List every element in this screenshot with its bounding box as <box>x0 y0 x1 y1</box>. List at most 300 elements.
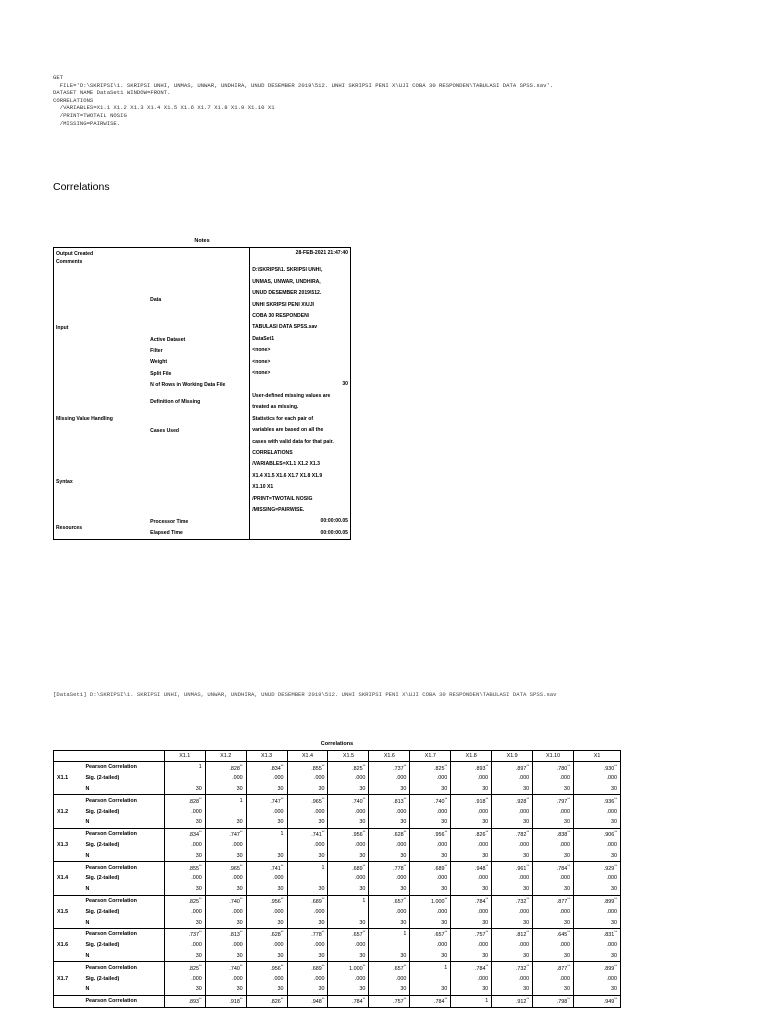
significance-marker: ** <box>198 897 202 902</box>
cell-value: .000 <box>436 875 448 882</box>
cell-value: .000 <box>518 875 530 882</box>
cell-value: .000 <box>354 808 366 815</box>
syntax-line: /MISSING=PAIRWISE. <box>53 119 121 127</box>
cell-value: .000 <box>313 841 325 848</box>
significance-marker: ** <box>403 897 407 902</box>
table-cell <box>328 784 369 795</box>
cases-used-label: Cases Used <box>150 427 180 434</box>
table-cell <box>533 873 574 884</box>
cell-value: 1 <box>403 931 407 938</box>
cell-value: .000 <box>313 908 325 915</box>
table-cell <box>451 917 492 928</box>
table-cell <box>205 906 246 917</box>
cell-value: 30 <box>236 819 243 826</box>
significance-marker: ** <box>321 997 325 1002</box>
row-variable-label: X1.3 <box>54 840 83 851</box>
data-value-line: UNUD DESEMBER 2019\512. <box>252 290 322 297</box>
table-cell <box>533 940 574 951</box>
table-cell <box>246 995 287 1007</box>
column-header: X1.5 <box>328 751 369 762</box>
cell-value: 30 <box>277 852 284 859</box>
cell-value: .000 <box>273 808 284 815</box>
significance-marker: ** <box>526 830 530 835</box>
table-cell <box>328 850 369 861</box>
table-cell <box>492 962 533 973</box>
syntax-value-line: /PRINT=TWOTAIL NOSIG <box>252 495 313 502</box>
statistic-label: Pearson Correlation <box>82 762 164 773</box>
cell-value: .000 <box>606 841 617 848</box>
table-cell <box>246 962 287 973</box>
table-cell <box>410 784 451 795</box>
cell-value: 30 <box>611 785 617 792</box>
significance-marker: ** <box>280 997 284 1002</box>
cell-value: .000 <box>518 908 530 915</box>
table-cell <box>492 840 533 851</box>
column-header: X1.1 <box>164 751 205 762</box>
table-cell <box>369 928 410 939</box>
significance-marker: ** <box>239 963 243 968</box>
table-row <box>54 840 621 851</box>
weight-value: <none> <box>250 357 351 368</box>
statistic-label: Sig. (2-tailed) <box>82 806 164 817</box>
table-cell <box>369 784 410 795</box>
data-value-line: UNMAS, UNWAR, UNDHIRA, <box>252 278 321 285</box>
table-cell <box>410 850 451 861</box>
cell-value: .000 <box>313 942 325 949</box>
table-cell <box>451 828 492 839</box>
cell-value: .813 <box>393 798 404 805</box>
table-cell <box>205 873 246 884</box>
cell-value: .000 <box>559 975 571 982</box>
significance-marker: ** <box>239 830 243 835</box>
cell-value: .737 <box>188 932 199 939</box>
table-cell <box>287 762 328 773</box>
cell-value: 30 <box>318 819 325 826</box>
cell-value: .834 <box>270 765 281 772</box>
syntax-value-line: X1.10 X1 <box>252 484 274 491</box>
table-cell <box>205 850 246 861</box>
table-cell <box>533 995 574 1007</box>
cell-value: .000 <box>232 942 243 949</box>
output-created-label: Output Created <box>56 250 94 257</box>
significance-marker: ** <box>485 963 489 968</box>
statistic-label: Pearson Correlation <box>82 962 164 973</box>
cell-value: .000 <box>232 775 243 782</box>
cell-value: .948 <box>474 865 486 872</box>
table-cell <box>369 862 410 873</box>
table-cell <box>246 928 287 939</box>
table-cell <box>328 984 369 995</box>
cell-value: 30 <box>523 986 530 993</box>
significance-marker: ** <box>526 763 530 768</box>
cell-value: 30 <box>318 919 325 926</box>
significance-marker: ** <box>280 930 284 935</box>
table-cell <box>205 917 246 928</box>
cell-value: 30 <box>400 886 407 893</box>
significance-marker: ** <box>526 930 530 935</box>
table-cell <box>246 806 287 817</box>
table-cell <box>246 984 287 995</box>
cell-value: .000 <box>191 975 202 982</box>
cell-value: 30 <box>611 819 617 826</box>
table-cell <box>492 995 533 1007</box>
table-cell <box>246 884 287 895</box>
syntax-line: CORRELATIONS <box>53 96 94 104</box>
statistic-label: Pearson Correlation <box>82 895 164 906</box>
cell-value: .000 <box>477 841 489 848</box>
definition-value <box>250 391 351 414</box>
cell-value: .000 <box>559 775 571 782</box>
processor-time-value: 00:00:00.05 <box>250 516 351 527</box>
cell-value: .000 <box>354 841 366 848</box>
table-cell <box>533 928 574 939</box>
significance-marker: ** <box>444 796 448 801</box>
cell-value: .000 <box>395 841 407 848</box>
cell-value: 30 <box>611 886 617 893</box>
significance-marker: ** <box>614 930 617 935</box>
cell-value: 30 <box>441 986 448 993</box>
significance-marker: ** <box>485 830 489 835</box>
table-cell <box>492 784 533 795</box>
table-cell <box>205 928 246 939</box>
cell-value: 30 <box>564 819 571 826</box>
table-cell <box>533 973 574 984</box>
column-header: X1.2 <box>205 751 246 762</box>
cell-value: .000 <box>559 908 571 915</box>
cell-value: .000 <box>606 975 617 982</box>
cell-value: .689 <box>352 865 363 872</box>
table-cell <box>410 940 451 951</box>
row-variable-label <box>54 962 83 973</box>
cell-value: 30 <box>482 785 489 792</box>
cell-value: .657 <box>434 932 445 939</box>
cell-value: .784 <box>556 865 568 872</box>
table-cell <box>328 906 369 917</box>
cell-value: .000 <box>273 975 284 982</box>
cell-value: .000 <box>273 875 284 882</box>
cell-value: .956 <box>352 832 363 839</box>
cell-value: 30 <box>523 819 530 826</box>
table-cell <box>287 895 328 906</box>
cell-value: .657 <box>393 898 404 905</box>
table-cell <box>164 895 205 906</box>
significance-marker: ** <box>321 930 325 935</box>
active-dataset-value: DataSet1 <box>250 334 351 345</box>
cell-value: .000 <box>606 942 617 949</box>
cell-value: .928 <box>515 798 527 805</box>
data-label: Data <box>150 296 162 303</box>
correlations-table <box>53 750 621 1008</box>
table-row <box>54 828 621 839</box>
table-cell <box>205 973 246 984</box>
cell-value: 30 <box>236 785 243 792</box>
cell-value: 30 <box>195 819 202 826</box>
resources-label: Resources <box>56 524 83 531</box>
table-cell <box>287 828 328 839</box>
table-cell <box>369 917 410 928</box>
correlations-title: Correlations <box>320 741 354 747</box>
notes-table <box>53 247 351 540</box>
table-row <box>54 762 621 773</box>
cell-value: .000 <box>477 942 489 949</box>
table-cell <box>492 862 533 873</box>
cell-value: 30 <box>482 986 489 993</box>
cell-value: .000 <box>559 808 571 815</box>
significance-marker: ** <box>614 897 617 902</box>
table-cell <box>533 906 574 917</box>
cell-value: .961 <box>515 865 527 872</box>
table-cell <box>287 795 328 806</box>
row-variable-label: X1.5 <box>54 906 83 917</box>
cell-value: .000 <box>232 908 243 915</box>
cell-value: 30 <box>318 785 325 792</box>
table-cell <box>492 795 533 806</box>
cell-value: 30 <box>441 852 448 859</box>
table-cell <box>328 895 369 906</box>
cell-value: .000 <box>436 908 448 915</box>
table-cell <box>287 784 328 795</box>
cell-value: .000 <box>313 775 325 782</box>
table-cell <box>574 984 621 995</box>
cases-used-line: Statistics for each pair of <box>252 415 314 422</box>
table-cell <box>328 862 369 873</box>
table-row <box>54 928 621 939</box>
statistic-label: N <box>82 917 164 928</box>
cell-value: 30 <box>400 919 407 926</box>
cell-value: .782 <box>515 832 527 839</box>
cell-value: 30 <box>236 986 243 993</box>
cell-value: 30 <box>482 886 489 893</box>
cell-value: 30 <box>482 952 489 959</box>
table-cell <box>533 984 574 995</box>
cell-value: .000 <box>273 942 284 949</box>
cell-value: 30 <box>318 852 325 859</box>
cell-value: .000 <box>606 808 617 815</box>
table-cell <box>205 995 246 1007</box>
cell-value: 1 <box>444 964 448 971</box>
significance-marker: ** <box>280 796 284 801</box>
table-cell <box>205 862 246 873</box>
significance-marker: ** <box>567 963 571 968</box>
table-cell <box>574 884 621 895</box>
cell-value: .000 <box>477 975 489 982</box>
significance-marker: ** <box>321 796 325 801</box>
table-cell <box>205 962 246 973</box>
n-rows-label: N of Rows in Working Data File <box>150 382 226 389</box>
significance-marker: ** <box>362 863 366 868</box>
table-cell <box>574 928 621 939</box>
cell-value: .000 <box>606 875 617 882</box>
cell-value: 30 <box>277 986 284 993</box>
cell-value: .000 <box>436 775 448 782</box>
cell-value: .740 <box>229 965 240 972</box>
table-cell <box>164 884 205 895</box>
cell-value: .000 <box>395 775 407 782</box>
definition-value-line: User-defined missing values are <box>252 392 331 399</box>
cell-value: .828 <box>188 798 199 805</box>
row-variable-label: X1.7 <box>54 973 83 984</box>
table-cell <box>533 762 574 773</box>
cell-value: .000 <box>191 875 202 882</box>
table-cell <box>246 906 287 917</box>
table-cell <box>574 828 621 839</box>
cell-value: .737 <box>393 765 404 772</box>
table-cell <box>533 795 574 806</box>
significance-marker: ** <box>362 763 366 768</box>
table-cell <box>369 962 410 973</box>
significance-marker: ** <box>444 863 448 868</box>
cell-value: 30 <box>359 986 366 993</box>
table-cell <box>369 828 410 839</box>
significance-marker: ** <box>403 830 407 835</box>
table-cell <box>205 806 246 817</box>
column-header: X1.3 <box>246 751 287 762</box>
table-cell <box>246 850 287 861</box>
cell-value: 30 <box>359 785 366 792</box>
cell-value: .855 <box>311 765 322 772</box>
table-cell <box>574 840 621 851</box>
table-cell <box>246 973 287 984</box>
table-cell <box>287 906 328 917</box>
row-variable-label: X1.2 <box>54 806 83 817</box>
row-variable-label <box>54 995 83 1007</box>
statistic-label: Sig. (2-tailed) <box>82 906 164 917</box>
table-cell <box>410 917 451 928</box>
cell-value: 30 <box>611 952 617 959</box>
cell-value: .798 <box>556 999 568 1006</box>
cell-value: .828 <box>229 765 240 772</box>
table-cell <box>533 817 574 828</box>
cell-value: 30 <box>523 785 530 792</box>
table-cell <box>205 784 246 795</box>
cell-value: .000 <box>191 908 202 915</box>
cell-value: .000 <box>477 775 489 782</box>
table-cell <box>164 984 205 995</box>
cell-value: 30 <box>523 852 530 859</box>
table-cell <box>328 951 369 962</box>
table-cell <box>205 817 246 828</box>
cell-value: .657 <box>352 932 363 939</box>
row-variable-label: X1.4 <box>54 873 83 884</box>
table-cell <box>574 917 621 928</box>
cell-value: 30 <box>441 819 448 826</box>
table-cell <box>574 995 621 1007</box>
significance-marker: ** <box>239 763 243 768</box>
cell-value: .906 <box>603 832 615 839</box>
table-cell <box>287 873 328 884</box>
table-cell <box>328 773 369 784</box>
row-variable-label <box>54 784 83 795</box>
table-cell <box>410 873 451 884</box>
table-cell <box>451 951 492 962</box>
significance-marker: ** <box>526 863 530 868</box>
table-cell <box>246 951 287 962</box>
row-variable-label <box>54 862 83 873</box>
cell-value: .000 <box>354 942 366 949</box>
table-cell <box>287 995 328 1007</box>
statistic-label: Pearson Correlation <box>82 795 164 806</box>
significance-marker: ** <box>280 897 284 902</box>
table-cell <box>164 773 205 784</box>
table-cell <box>205 951 246 962</box>
cell-value: .740 <box>434 798 445 805</box>
table-cell <box>533 806 574 817</box>
table-cell <box>451 962 492 973</box>
cell-value: 1.000 <box>349 965 363 972</box>
cell-value: .000 <box>313 808 325 815</box>
statistic-label: Sig. (2-tailed) <box>82 840 164 851</box>
table-cell <box>287 951 328 962</box>
split-file-label: Split File <box>150 370 172 377</box>
table-cell <box>410 951 451 962</box>
table-cell <box>533 962 574 973</box>
cell-value: 30 <box>359 886 366 893</box>
cell-value: .000 <box>436 942 448 949</box>
table-cell <box>492 806 533 817</box>
cases-used-line: cases with valid data for that pair. <box>252 438 334 445</box>
statistic-label: Sig. (2-tailed) <box>82 873 164 884</box>
table-cell <box>328 828 369 839</box>
table-cell <box>574 962 621 973</box>
table-cell <box>246 873 287 884</box>
cell-value: .000 <box>606 908 617 915</box>
table-cell <box>492 928 533 939</box>
cell-value: .936 <box>603 798 615 805</box>
active-dataset-label: Active Dataset <box>150 336 186 343</box>
cell-value: .784 <box>434 999 445 1006</box>
statistic-label: Sig. (2-tailed) <box>82 773 164 784</box>
cell-value: .000 <box>354 775 366 782</box>
table-cell <box>328 940 369 951</box>
cell-value: 30 <box>359 852 366 859</box>
cell-value: .732 <box>515 898 527 905</box>
cell-value: .778 <box>393 865 404 872</box>
statistic-label: Pearson Correlation <box>82 928 164 939</box>
statistic-label: Pearson Correlation <box>82 862 164 873</box>
notes-title: Notes <box>194 238 210 244</box>
table-cell <box>328 928 369 939</box>
cell-value: .893 <box>474 765 486 772</box>
cell-value: .825 <box>352 765 363 772</box>
table-cell <box>328 762 369 773</box>
significance-marker: ** <box>321 763 325 768</box>
table-cell <box>574 773 621 784</box>
cell-value: 30 <box>195 952 202 959</box>
table-cell <box>164 762 205 773</box>
cell-value: .000 <box>518 841 530 848</box>
table-cell <box>492 895 533 906</box>
cell-value: 30 <box>400 952 407 959</box>
table-cell <box>410 973 451 984</box>
table-cell <box>369 873 410 884</box>
table-cell <box>533 862 574 873</box>
cases-used-line: variables are based on all the <box>252 427 324 434</box>
table-cell <box>164 806 205 817</box>
significance-marker: ** <box>280 763 284 768</box>
cell-value: 30 <box>195 886 202 893</box>
data-value-line: COBA 30 RESPONDEN\ <box>252 313 310 320</box>
table-cell <box>246 762 287 773</box>
table-cell <box>410 884 451 895</box>
cell-value: .000 <box>191 942 202 949</box>
table-row <box>54 873 621 884</box>
cell-value: .689 <box>311 898 322 905</box>
table-cell <box>533 917 574 928</box>
syntax-line: /PRINT=TWOTAIL NOSIG <box>53 111 127 119</box>
table-cell <box>451 873 492 884</box>
significance-marker: ** <box>198 997 202 1002</box>
table-cell <box>369 850 410 861</box>
